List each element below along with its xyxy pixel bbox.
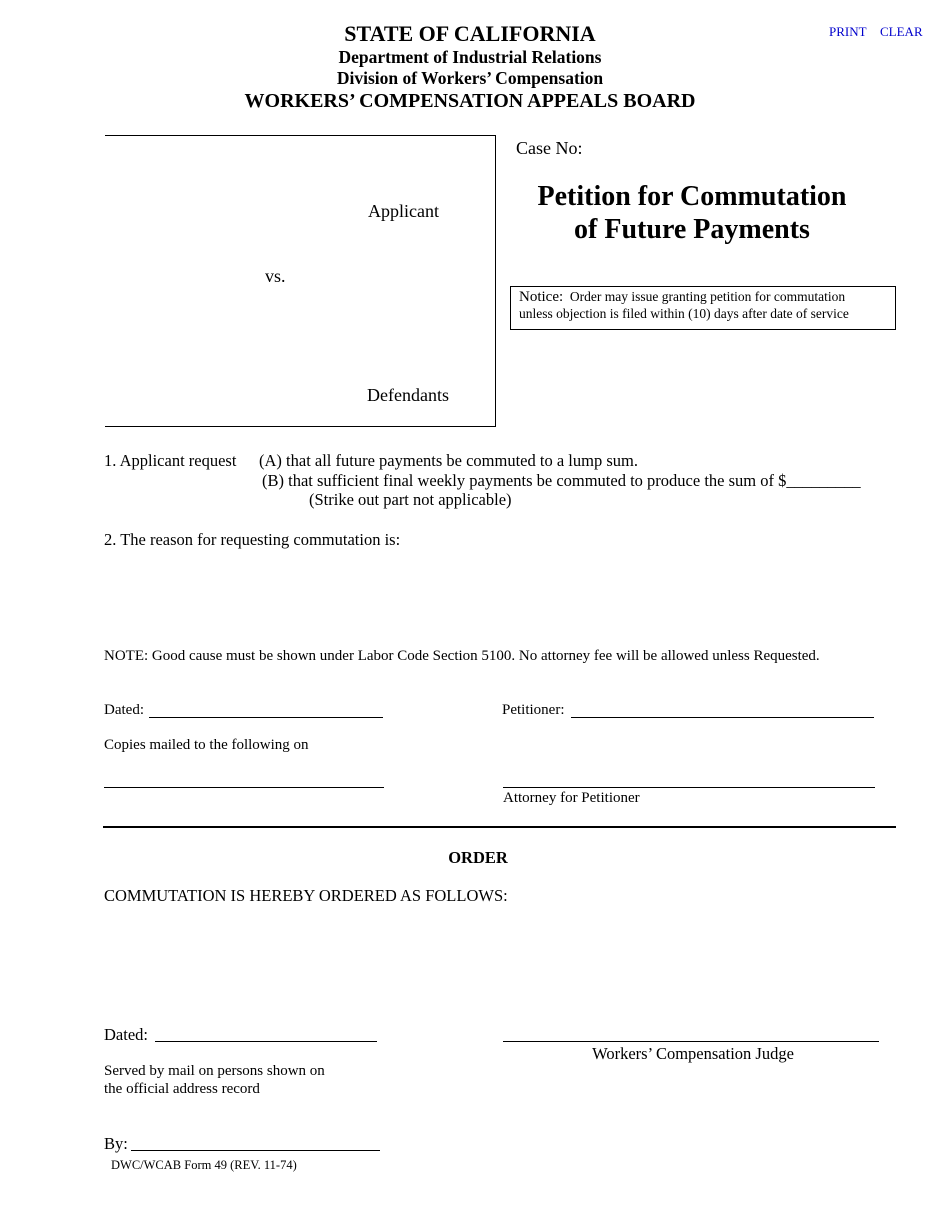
reason-field[interactable]	[104, 555, 894, 635]
served-line2: the official address record	[104, 1081, 260, 1097]
print-link[interactable]: PRINT	[829, 24, 867, 39]
case-no-label: Case No:	[516, 138, 583, 158]
header-department: Department of Industrial Relations	[338, 47, 602, 67]
by-label: By:	[104, 1134, 128, 1153]
copies-mailed-date-field[interactable]	[104, 787, 384, 788]
notice-label: Notice:	[519, 289, 564, 305]
form-title-line1: Petition for Commutation	[537, 181, 847, 212]
form-title-line2: of Future Payments	[574, 214, 810, 245]
applicant-label: Applicant	[368, 201, 439, 221]
vs-label: vs.	[265, 266, 286, 286]
judge-signature-field[interactable]	[503, 1041, 879, 1042]
attorney-signature-field[interactable]	[503, 787, 875, 788]
form-title	[512, 180, 872, 246]
note-text: NOTE: Good cause must be shown under Labor Code Section 5100. No attorney fee will be allowed unless Requested.	[104, 648, 820, 664]
order-dated-label: Dated:	[104, 1025, 148, 1044]
notice-line1: Order may issue granting petition for commutation	[569, 289, 846, 304]
item1-option-b: (B) that sufficient final weekly payments be commuted to produce the sum of $_________	[262, 471, 861, 490]
item1-option-a: (A) that all future payments be commuted to a lump sum.	[259, 451, 638, 470]
served-line1: Served by mail on persons shown on	[104, 1063, 325, 1079]
item1-lead: 1. Applicant request	[104, 451, 237, 470]
dated-field[interactable]	[149, 717, 383, 718]
defendants-label: Defendants	[367, 385, 449, 405]
caption-box	[105, 135, 496, 427]
section-divider	[103, 826, 896, 828]
case-no-field[interactable]	[592, 138, 882, 158]
petitioner-label: Petitioner:	[502, 702, 565, 718]
header-board: WORKERS’ COMPENSATION APPEALS BOARD	[244, 90, 696, 112]
notice-line2: unless objection is filed within (10) days after date of service	[519, 305, 849, 321]
clear-link[interactable]: CLEAR	[880, 24, 923, 39]
attorney-label: Attorney for Petitioner	[503, 790, 640, 806]
form-id: DWC/WCAB Form 49 (REV. 11-74)	[111, 1158, 297, 1172]
order-text: COMMUTATION IS HEREBY ORDERED AS FOLLOWS:	[104, 886, 508, 905]
notice-box	[510, 286, 896, 330]
order-dated-field[interactable]	[155, 1041, 377, 1042]
item1-strike-note: (Strike out part not applicable)	[309, 490, 512, 509]
order-heading: ORDER	[448, 848, 508, 867]
copies-mailed-label: Copies mailed to the following on	[104, 737, 309, 753]
order-field[interactable]	[104, 912, 894, 1012]
dated-label: Dated:	[104, 702, 144, 718]
by-field[interactable]	[131, 1150, 380, 1151]
judge-label: Workers’ Compensation Judge	[592, 1044, 794, 1063]
header-division: Division of Workers’ Compensation	[336, 68, 604, 88]
header-state: STATE OF CALIFORNIA	[344, 21, 596, 46]
petitioner-field[interactable]	[571, 717, 874, 718]
item2-reason-label: 2. The reason for requesting commutation is:	[104, 530, 401, 549]
